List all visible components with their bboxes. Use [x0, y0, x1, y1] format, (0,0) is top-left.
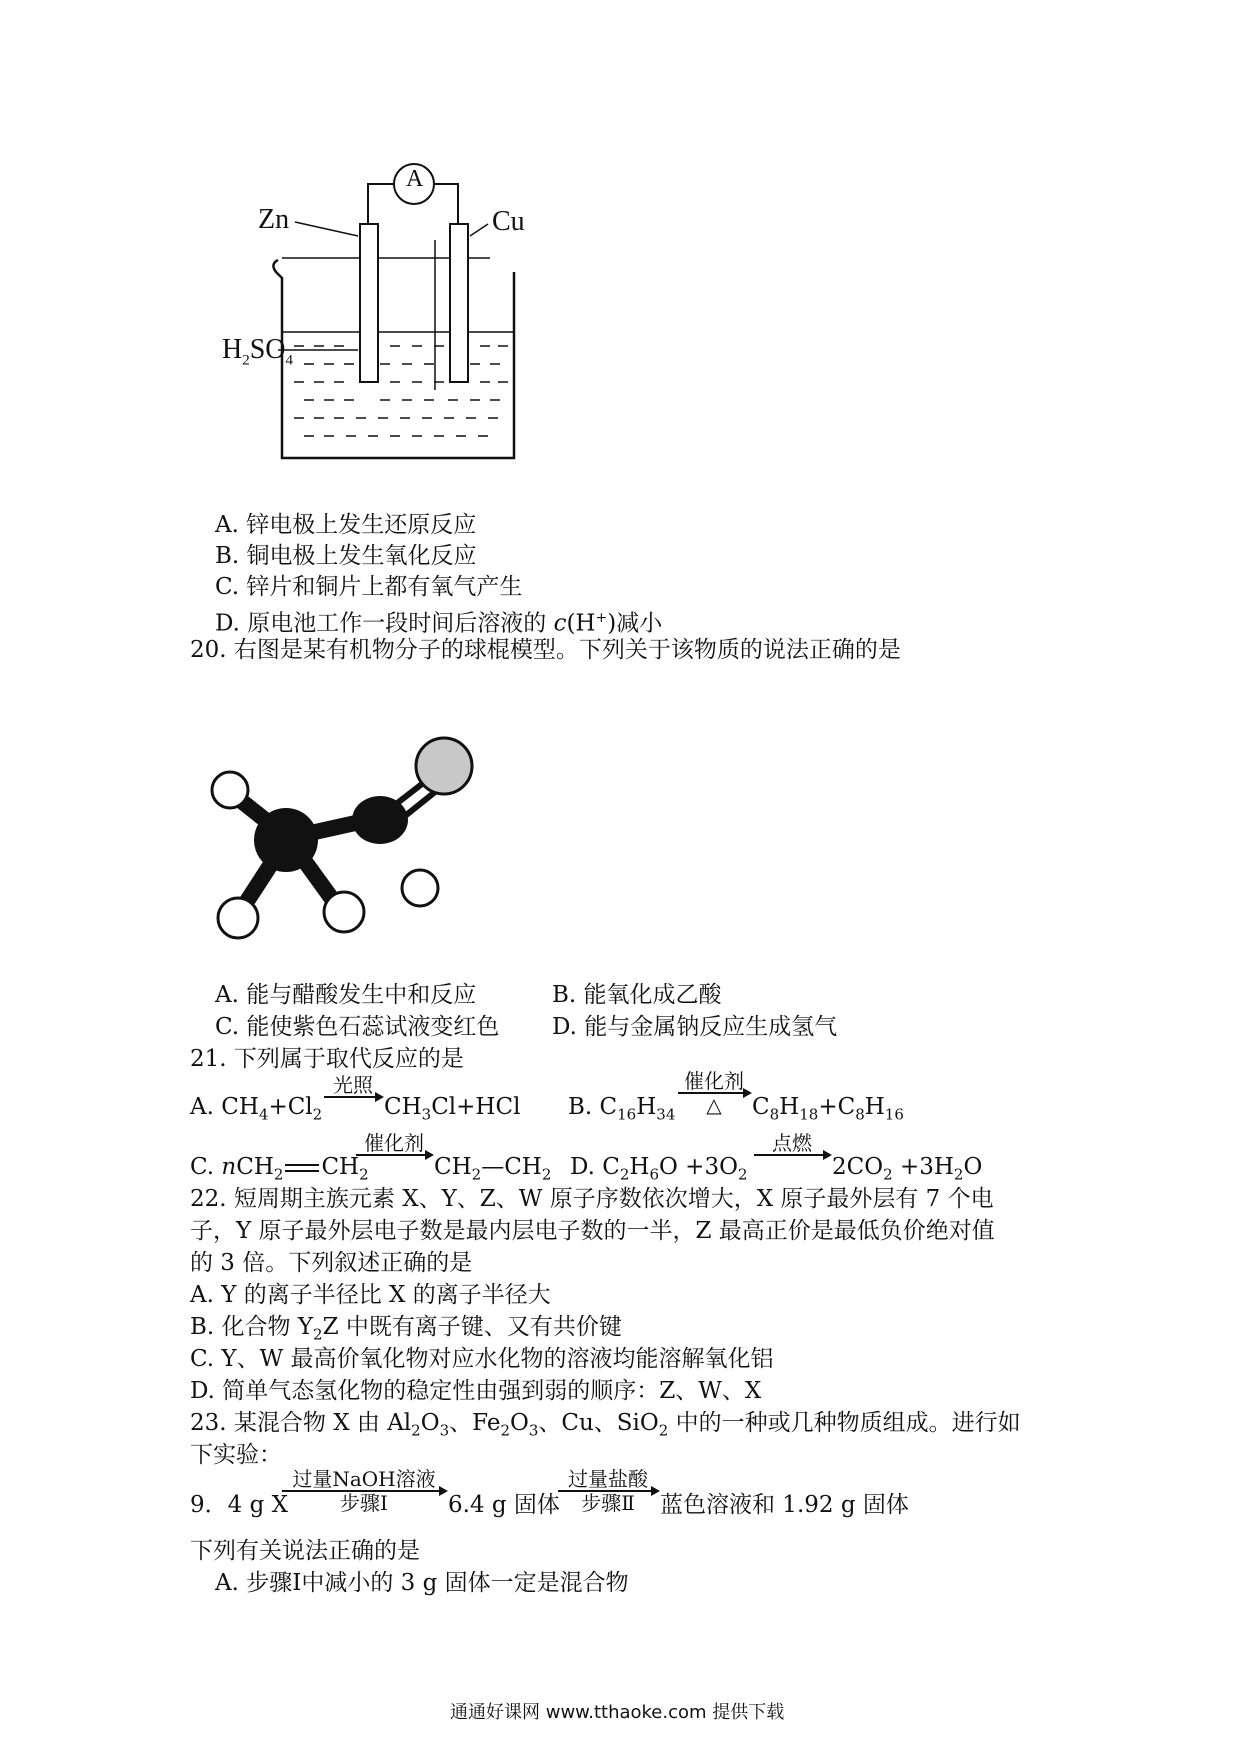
- q22b-post: Z 中既有离子键、又有共价键: [322, 1314, 622, 1340]
- q21d-mid: H: [629, 1154, 650, 1180]
- q21d-pre: D. C: [570, 1154, 620, 1180]
- q23-s5: 2: [658, 1421, 669, 1440]
- acid-sub-2: 2: [242, 352, 250, 369]
- q23-step1-arrow: [282, 1468, 446, 1514]
- q23-step2-shaft: [558, 1490, 658, 1492]
- q21a-s1: 4: [258, 1105, 269, 1124]
- q21d-condition: 点燃: [772, 1131, 812, 1155]
- q23-stem-line-1: [190, 1408, 1021, 1446]
- acid-h: H: [222, 334, 243, 365]
- q19-option-c: C. 锌片和铜片上都有氧气产生: [215, 574, 523, 600]
- q21d-s4: 2: [883, 1165, 893, 1184]
- q21d-s1: 2: [619, 1165, 630, 1184]
- q23-l1-e: 中的一种或几种物质组成。进行如: [668, 1410, 1021, 1436]
- q21a-condition: 光照: [333, 1073, 373, 1097]
- q21b-mid: H: [636, 1094, 657, 1120]
- q21c-s4: 2: [541, 1165, 552, 1184]
- q21a-arrow-shaft: [324, 1096, 382, 1098]
- ball-stick-model-drawing: [200, 730, 500, 960]
- q20-option-b: B. 能氧化成乙酸: [552, 982, 722, 1008]
- q21a-p1: CH: [384, 1094, 422, 1120]
- q19-d-paren: (H: [566, 610, 596, 637]
- q21c-n: n: [221, 1154, 237, 1180]
- footer-source: 通通好课网 www.tthaoke.com 提供下载: [450, 1702, 785, 1723]
- q23-step2-arrow: [558, 1468, 658, 1514]
- q21b-p3: +C: [818, 1094, 856, 1120]
- q20-option-a: A. 能与醋酸发生中和反应: [215, 982, 477, 1008]
- q21a-mid: +Cl: [268, 1094, 313, 1120]
- q21c-s1: 2: [273, 1165, 284, 1184]
- q23-l1-a: O: [420, 1410, 440, 1436]
- q21b-p4: H: [864, 1094, 885, 1120]
- q21b-s4: 18: [799, 1105, 819, 1124]
- q21a-s2: 2: [312, 1105, 323, 1124]
- q21c-condition: 催化剂: [364, 1131, 424, 1155]
- q21c-p4: —CH: [481, 1154, 542, 1180]
- galvanic-cell-figure: [190, 140, 520, 470]
- q23-l1-d: 、Cu、SiO: [538, 1410, 659, 1436]
- q21d-arrow-shaft: [754, 1154, 830, 1156]
- q21b-s3: 8: [769, 1105, 780, 1124]
- q21a-pre: A. CH: [190, 1094, 259, 1120]
- q22-stem-line-2: 子，Y 原子最外层电子数是最内层电子数的一半，Z 最高正价是最低负价绝对值: [190, 1218, 995, 1244]
- q19-d-c: c: [553, 610, 567, 637]
- q21c-p2: CH: [321, 1154, 360, 1180]
- q23-s4: 3: [528, 1421, 539, 1440]
- q23-s1: 2: [411, 1421, 421, 1440]
- double-bond-sign: [285, 1164, 319, 1172]
- q22-stem-line-3: 的 3 倍。下列叙述正确的是: [190, 1250, 473, 1276]
- q23-l1-pre: 23. 某混合物 X 由 Al: [190, 1410, 412, 1436]
- cu-label: Cu: [492, 206, 525, 237]
- acid-sub-4: 4: [285, 352, 294, 369]
- q21d-mid2: O +3O: [659, 1154, 738, 1180]
- q19-option-b: B. 铜电极上发生氧化反应: [215, 543, 477, 569]
- q21d-p2: +3H: [892, 1154, 954, 1180]
- q19-option-a: A. 锌电极上发生还原反应: [215, 512, 477, 538]
- q21c-s2: 2: [359, 1165, 369, 1184]
- q21b-pre: B. C: [568, 1094, 618, 1120]
- q21b-condition-bottom: △: [706, 1093, 722, 1117]
- galvanic-cell-drawing: [190, 140, 520, 470]
- q21b-p2: H: [779, 1094, 800, 1120]
- q21d-s5: 2: [953, 1165, 964, 1184]
- q21b-arrow: [678, 1070, 750, 1116]
- q23-stem-line-2: 下实验：: [190, 1442, 282, 1468]
- q23-stem-line-3: 下列有关说法正确的是: [190, 1538, 420, 1564]
- q21b-condition-top: 催化剂: [684, 1069, 744, 1093]
- q21c-pre: C.: [190, 1154, 222, 1180]
- q21b-s1: 16: [617, 1105, 637, 1124]
- q22-option-a: A. Y 的离子半径比 X 的离子半径大: [190, 1282, 551, 1308]
- q21c-s3: 2: [471, 1165, 482, 1184]
- ammeter-label: A: [406, 166, 424, 192]
- q21c-arrow-shaft: [356, 1154, 432, 1156]
- q21-option-b-products: [752, 1092, 904, 1130]
- q21c-p1: CH: [236, 1154, 274, 1180]
- q22-stem-line-1: 22. 短周期主族元素 X、Y、Z、W 原子序数依次增大，X 原子最外层有 7 个电: [190, 1186, 994, 1212]
- q21c-arrow: [356, 1132, 432, 1156]
- q21d-p1: 2CO: [832, 1154, 884, 1180]
- q21a-arrow: [324, 1074, 382, 1098]
- q19-d-post: )减小: [607, 610, 663, 637]
- q22b-sub: 2: [313, 1325, 323, 1344]
- acid-label: [222, 334, 293, 370]
- q23-step1-shaft: [282, 1490, 446, 1492]
- q21b-p1: C: [752, 1094, 770, 1120]
- q19-option-d: [215, 603, 662, 639]
- ball-stick-model-figure: [200, 730, 500, 960]
- q23-step1-reagent: 过量NaOH溶液: [292, 1467, 436, 1491]
- acid-so: SO: [249, 334, 286, 365]
- q20-option-d: D. 能与金属钠反应生成氢气: [552, 1014, 838, 1040]
- q21-option-a: [190, 1092, 322, 1130]
- q22b-pre: B. 化合物 Y: [190, 1314, 314, 1340]
- q22-option-c: C. Y、W 最高价氧化物对应水化物的溶液均能溶解氧化铝: [190, 1346, 774, 1372]
- q23-flow-start: 9．4 g X: [190, 1492, 288, 1518]
- q21d-arrow: [754, 1132, 830, 1156]
- q21a-s3: 3: [421, 1105, 432, 1124]
- q23-flow-end: 蓝色溶液和 1.92 g 固体: [660, 1492, 909, 1518]
- q23-step2-label: 步骤Ⅱ: [581, 1491, 635, 1515]
- q19-d-sup: +: [595, 610, 608, 626]
- q21b-s6: 16: [884, 1105, 904, 1124]
- q21c-p3: CH: [434, 1154, 472, 1180]
- q23-s2: 3: [439, 1421, 450, 1440]
- q21b-arrow-shaft: [678, 1092, 750, 1094]
- q21-stem: 21. 下列属于取代反应的是: [190, 1046, 464, 1072]
- q23-l1-c: O: [509, 1410, 529, 1436]
- q21a-p2: Cl+HCl: [431, 1094, 521, 1120]
- q20-stem: 20. 右图是某有机物分子的球棍模型。下列关于该物质的说法正确的是: [190, 637, 901, 663]
- q21-option-b: [568, 1092, 675, 1130]
- q19-d-text: D. 原电池工作一段时间后溶液的: [215, 610, 554, 637]
- q23-step2-reagent: 过量盐酸: [568, 1467, 648, 1491]
- q21-option-a-products: [384, 1092, 520, 1130]
- q21d-s2: 6: [649, 1165, 659, 1184]
- q21d-p3: O: [963, 1154, 983, 1180]
- q21b-s5: 8: [855, 1105, 865, 1124]
- q22-option-d: D. 简单气态氢化物的稳定性由强到弱的顺序：Z、W、X: [190, 1378, 762, 1404]
- q21d-s3: 2: [737, 1165, 748, 1184]
- q23-option-a: A. 步骤Ⅰ中减小的 3 g 固体一定是混合物: [215, 1570, 629, 1596]
- q23-s3: 2: [500, 1421, 510, 1440]
- zn-label: Zn: [258, 204, 290, 235]
- q23-l1-b: 、Fe: [449, 1410, 501, 1436]
- q23-step1-label: 步骤Ⅰ: [340, 1491, 388, 1515]
- q20-option-c: C. 能使紫色石蕊试液变红色: [215, 1014, 500, 1040]
- q23-flow-mid: 6.4 g 固体: [448, 1492, 560, 1518]
- q21b-s2: 34: [656, 1105, 676, 1124]
